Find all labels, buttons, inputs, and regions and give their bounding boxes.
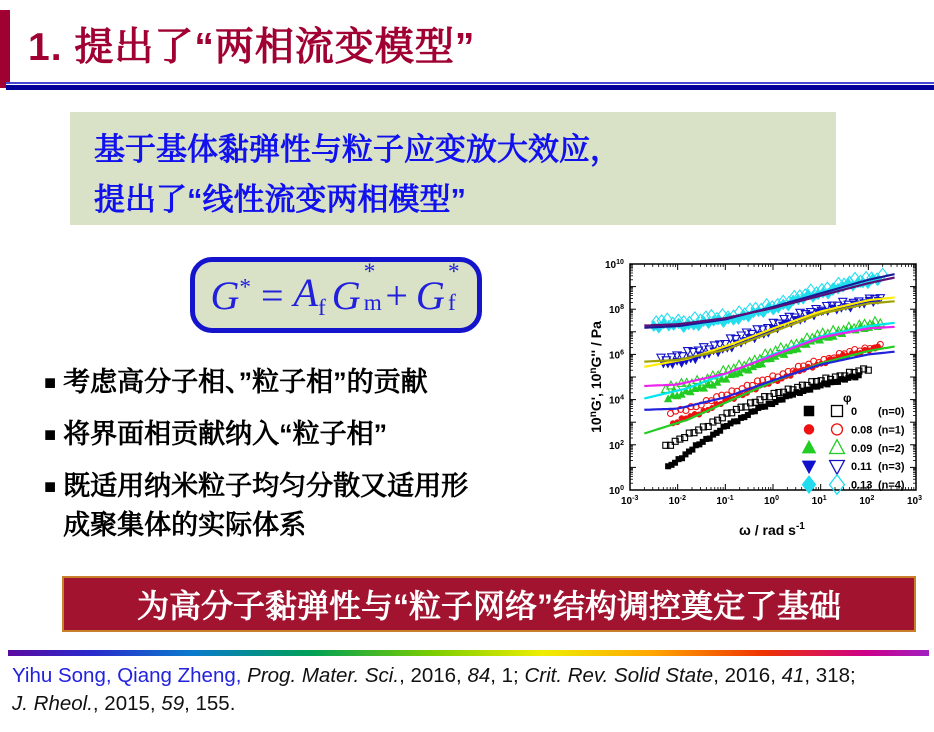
svg-text:(n=2): (n=2) bbox=[878, 442, 905, 455]
bullet-item-1 bbox=[44, 363, 609, 402]
ref-authors: Yihu Song, Qiang Zheng, bbox=[12, 664, 248, 687]
legend-title: φ bbox=[843, 391, 852, 405]
svg-text:100: $10^0$ bbox=[609, 485, 625, 497]
svg-text:0: 0 bbox=[851, 406, 858, 418]
svg-text:(n=1): (n=1) bbox=[878, 424, 905, 437]
bullet-square-icon: ■ bbox=[44, 372, 57, 394]
svg-text:10-2: $10^{-2}$ bbox=[668, 495, 687, 507]
highlight-box bbox=[70, 112, 836, 225]
svg-text:102: $10^2$ bbox=[609, 439, 625, 452]
svg-text:0.08: 0.08 bbox=[851, 424, 873, 437]
bullet-text-1: 考虑高分子相、”粒子相”的贡献 bbox=[63, 367, 428, 397]
bullet-square-icon: ■ bbox=[44, 424, 57, 447]
conclusion-banner bbox=[62, 576, 916, 632]
divider-dark-line bbox=[6, 85, 934, 90]
header-divider bbox=[6, 82, 934, 90]
svg-text:10-3: $10^{-3}$ bbox=[621, 495, 639, 507]
svg-text:(n=3): (n=3) bbox=[878, 461, 905, 474]
formula-Gm-star: G * m bbox=[331, 258, 382, 318]
slide-title: 1. 提出了“两相流变模型” bbox=[28, 26, 476, 69]
svg-text:102: $10^2$ bbox=[859, 495, 875, 507]
highlight-line-1: 基于基体黏弹性与粒子应变放大效应， bbox=[94, 132, 621, 167]
chart-legend bbox=[802, 391, 905, 494]
ref-journal-3: J. Rheol. bbox=[12, 692, 93, 716]
svg-text:1010: $10^{10}$ bbox=[605, 259, 624, 271]
two-phase-model-formula bbox=[190, 257, 482, 333]
rainbow-divider bbox=[8, 650, 929, 656]
bullet-text-2: 将界面相贡献纳入“粒子相” bbox=[63, 419, 388, 450]
formula-Gf-star: G * f bbox=[415, 258, 460, 318]
svg-text:0.13: 0.13 bbox=[851, 479, 873, 492]
svg-text:104: $10^4$ bbox=[609, 394, 625, 407]
chart-canvas bbox=[585, 250, 934, 565]
conclusion-text: 为高分子黏弹性与“粒子网络”结构调控奠定了基础 bbox=[136, 588, 841, 624]
svg-text:108: $10^8$ bbox=[609, 304, 625, 317]
bullet-text-3: 既适用纳米粒子均匀分散又适用形 成聚集体的实际体系 bbox=[63, 471, 469, 541]
formula-G-star: G* bbox=[210, 272, 251, 318]
svg-text:(n=4): (n=4) bbox=[878, 479, 905, 492]
title-accent-bar bbox=[0, 10, 10, 88]
bullet-square-icon: ■ bbox=[44, 476, 57, 499]
svg-text:100: $10^0$ bbox=[764, 495, 780, 507]
highlight-line-2: 提出了“线性流变两相模型” bbox=[94, 182, 466, 217]
svg-text:0.11: 0.11 bbox=[851, 461, 872, 474]
svg-text:106: $10^6$ bbox=[609, 349, 625, 362]
svg-text:0.09: 0.09 bbox=[851, 442, 873, 455]
bullet-list bbox=[44, 363, 609, 559]
y-axis-label: 10$^n$G', 10$^n$G'' / Pa bbox=[588, 321, 604, 433]
bullet-item-2 bbox=[44, 415, 609, 454]
x-axis-label: ω / rad $s^{-1}$ bbox=[739, 521, 805, 538]
ref-journal-1: Prog. Mater. Sci. bbox=[247, 664, 400, 687]
plus-sign: + bbox=[385, 272, 408, 318]
bullet-item-3 bbox=[44, 467, 609, 545]
svg-text:10-1: $10^{-1}$ bbox=[716, 495, 734, 507]
equals-sign: = bbox=[260, 272, 284, 318]
formula-Af: $A_f$ bbox=[293, 269, 326, 321]
svg-text:(n=0): (n=0) bbox=[878, 406, 905, 418]
rheology-master-curve-chart bbox=[585, 250, 934, 565]
svg-text:103: $10^3$ bbox=[907, 495, 923, 507]
data-points bbox=[650, 268, 888, 469]
svg-text:101: $10^1$ bbox=[811, 495, 827, 507]
ref-journal-2: Crit. Rev. Solid State bbox=[524, 664, 714, 687]
references: Yihu Song, Qiang Zheng, Prog. Mater. Sci., 2016, 84, 1; Crit. Rev. Solid State, 2016, 41, 318; J. Rheol., 2015, 59, 155. bbox=[12, 664, 856, 716]
